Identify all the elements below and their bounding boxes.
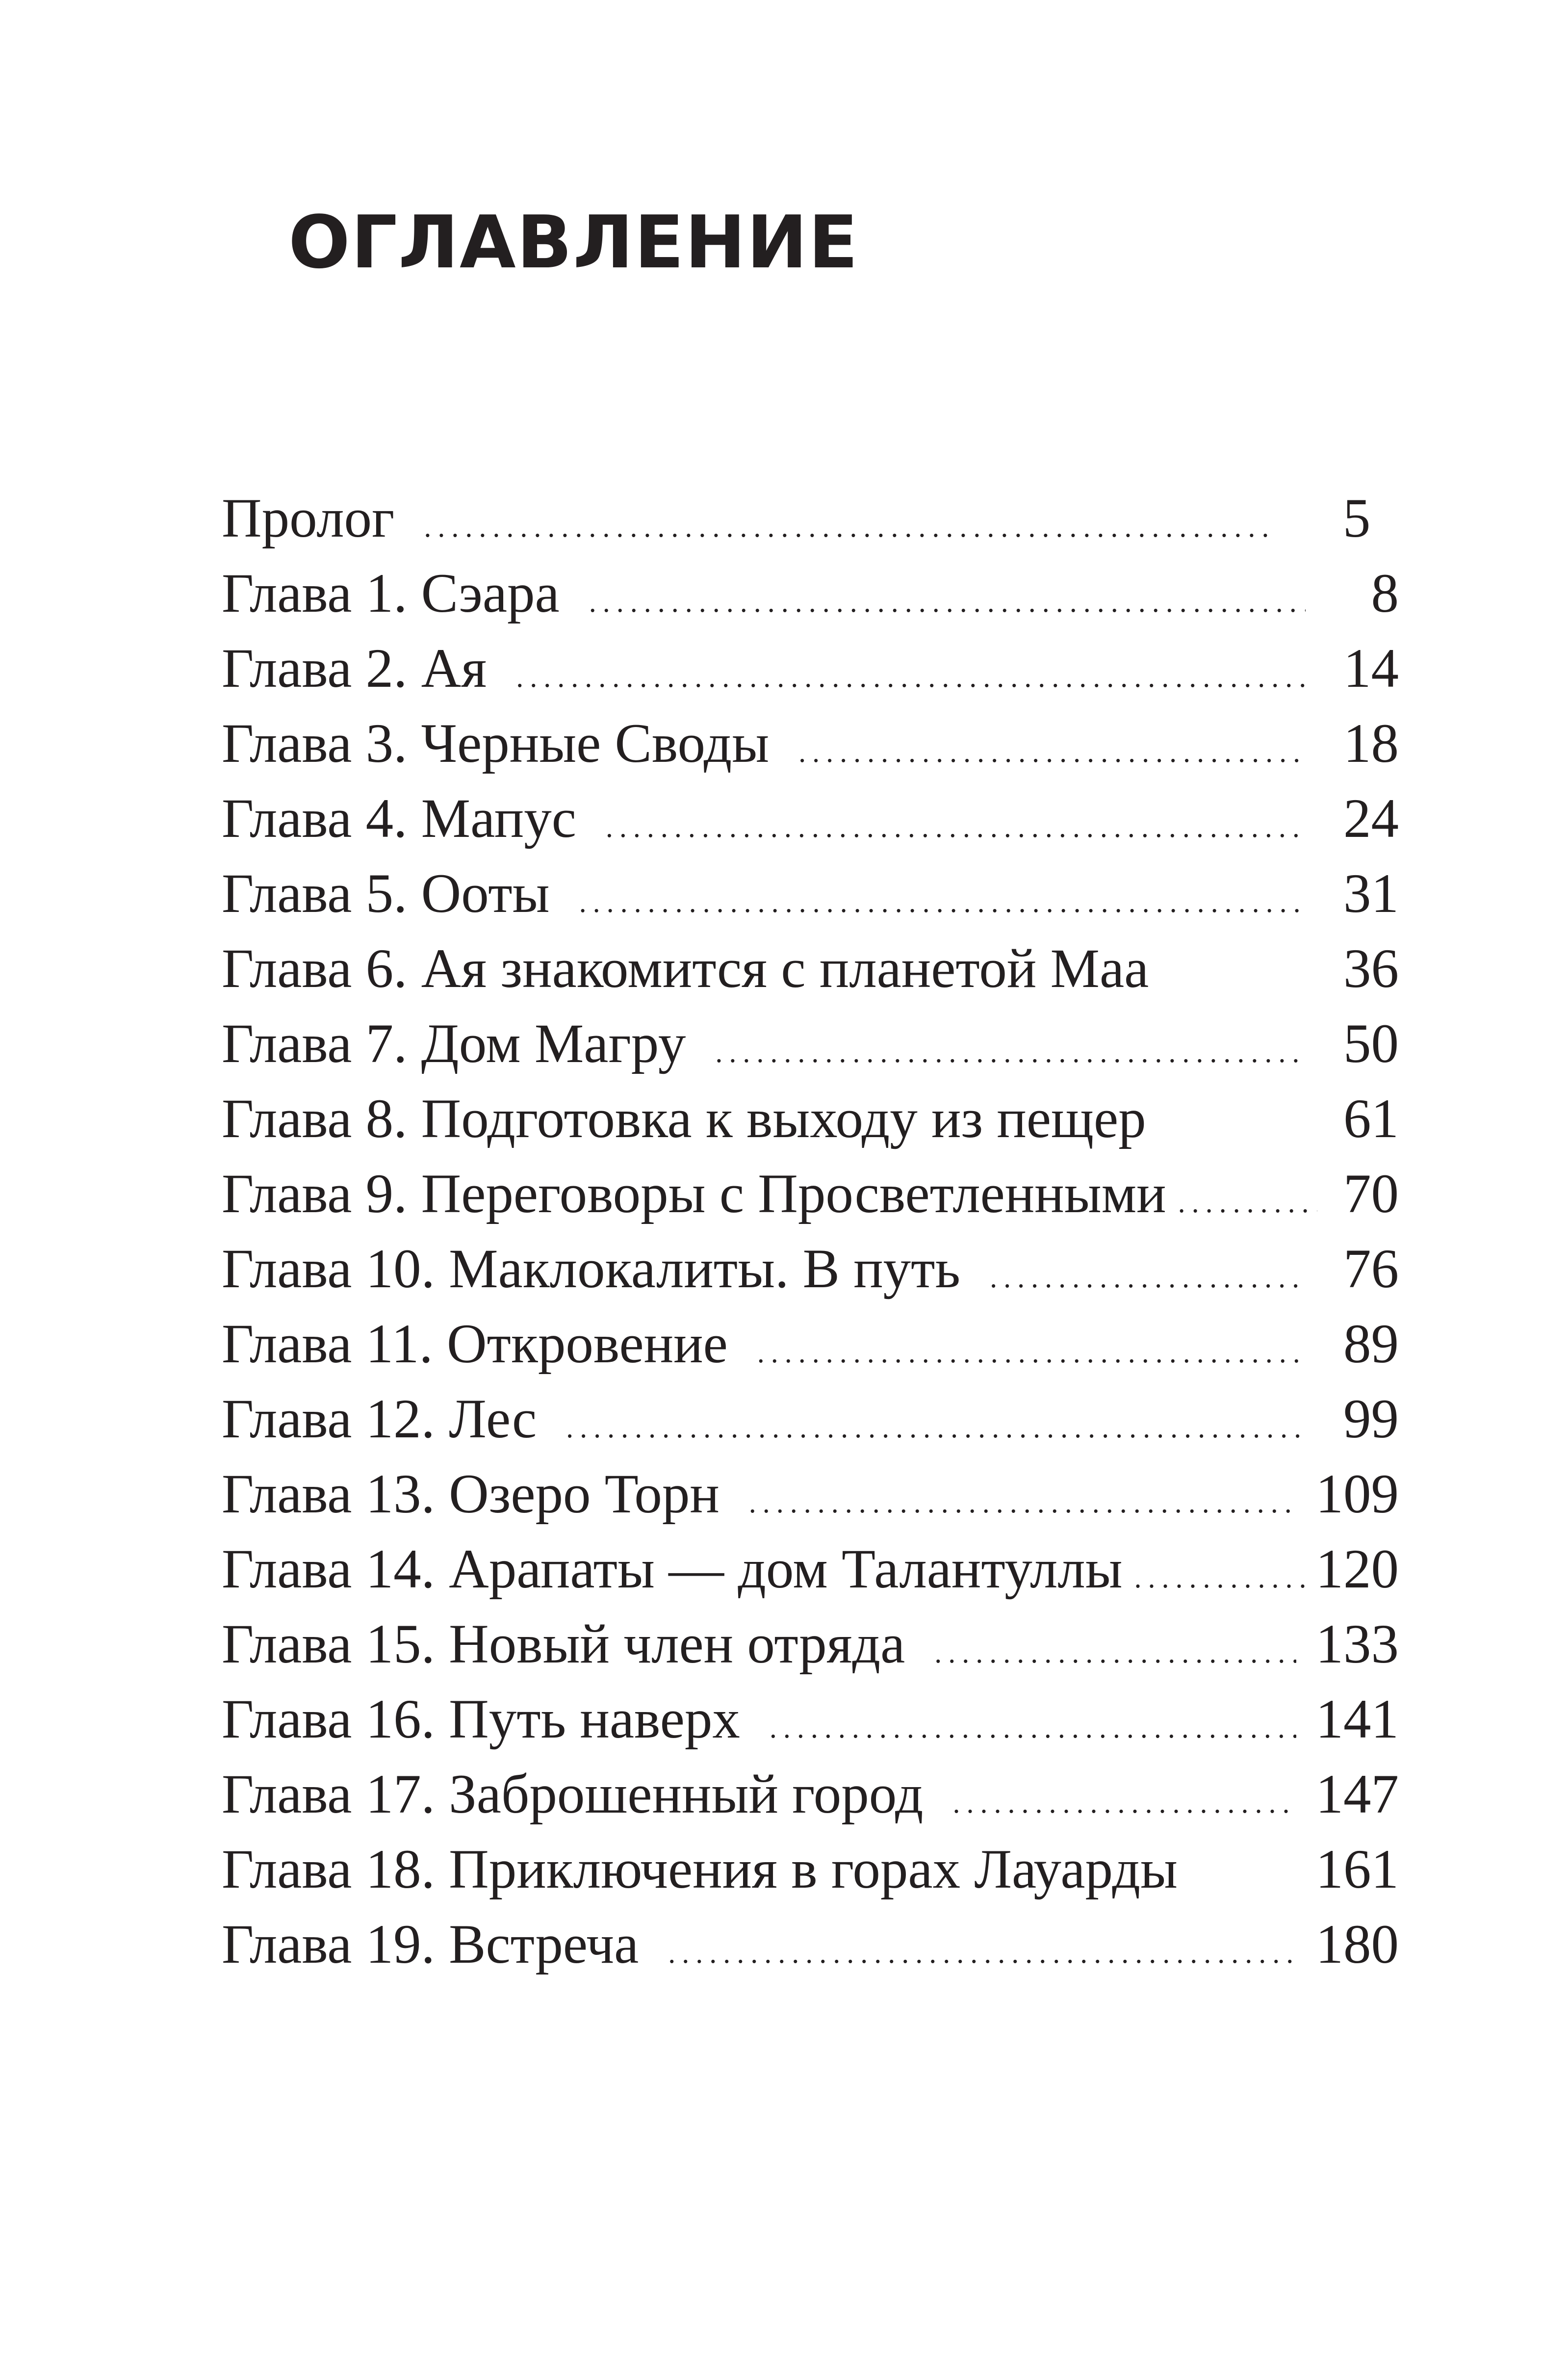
dot-leader bbox=[952, 1766, 1296, 1841]
toc-entry-page-number: 36 bbox=[1343, 938, 1399, 999]
toc-entry-page-number: 76 bbox=[1343, 1238, 1399, 1299]
toc-entry-page-number: 70 bbox=[1343, 1163, 1399, 1224]
dot-leader bbox=[749, 1465, 1296, 1540]
toc-entry-page-number: 89 bbox=[1343, 1313, 1399, 1375]
toc-entry-label: Глава 16. Путь наверх bbox=[222, 1689, 740, 1750]
dot-leader bbox=[715, 1015, 1306, 1090]
toc-entry bbox=[222, 1156, 1399, 1231]
toc-entry-label: Глава 7. Дом Магру bbox=[222, 1013, 686, 1074]
toc-entry-page-number: 109 bbox=[1315, 1463, 1399, 1525]
toc-entry-page-number: 50 bbox=[1343, 1013, 1399, 1074]
page-title: ОГЛАВЛЕНИЕ bbox=[288, 200, 859, 285]
toc-entry bbox=[222, 1306, 1399, 1381]
dot-leader bbox=[579, 865, 1306, 940]
toc-entry-label: Глава 9. Переговоры с Просветленными bbox=[222, 1163, 1166, 1224]
toc-entry-label: Глава 19. Встреча bbox=[222, 1914, 639, 1975]
toc-entry bbox=[222, 781, 1399, 856]
toc-entry bbox=[222, 1381, 1399, 1456]
dot-leader bbox=[516, 640, 1306, 715]
toc-entry bbox=[222, 1231, 1399, 1306]
toc-entry-page-number: 133 bbox=[1315, 1613, 1399, 1675]
toc-entry-page-number: 14 bbox=[1343, 638, 1399, 699]
toc-entry bbox=[222, 1757, 1399, 1832]
toc-entry-label: Глава 3. Черные Своды bbox=[222, 713, 770, 774]
toc-entry bbox=[222, 1682, 1399, 1757]
toc-entry-label: Глава 1. Сэара bbox=[222, 563, 560, 624]
toc-entry bbox=[222, 631, 1399, 706]
toc-entry-label: Глава 5. Ооты bbox=[222, 863, 550, 924]
toc-entry bbox=[222, 1607, 1399, 1682]
toc-entry-label: Глава 6. Ая знакомится с планетой Маа bbox=[222, 938, 1149, 999]
dot-leader bbox=[770, 1690, 1296, 1766]
toc-entry-page-number: 141 bbox=[1315, 1689, 1399, 1750]
toc-entry-page-number: 99 bbox=[1343, 1388, 1399, 1450]
dot-leader bbox=[990, 1240, 1306, 1315]
toc-entry bbox=[222, 856, 1399, 931]
toc-entry-label: Глава 13. Озеро Торн bbox=[222, 1463, 720, 1525]
dot-leader bbox=[757, 1315, 1306, 1390]
toc-entry-label: Глава 17. Заброшенный город bbox=[222, 1764, 924, 1825]
toc-entry-label: Глава 12. Лес bbox=[222, 1388, 537, 1450]
toc-entry-label: Глава 8. Подготовка к выходу из пещер bbox=[222, 1088, 1146, 1149]
table-of-contents bbox=[222, 481, 1399, 1982]
toc-entry-page-number: 24 bbox=[1343, 788, 1399, 849]
toc-entry bbox=[222, 931, 1399, 1006]
toc-entry bbox=[222, 1006, 1399, 1081]
dot-leader bbox=[934, 1615, 1296, 1690]
toc-entry-label: Глава 4. Мапус bbox=[222, 788, 576, 849]
toc-entry-label: Глава 14. Арапаты — дом Талантуллы bbox=[222, 1538, 1123, 1600]
toc-entry bbox=[222, 1832, 1399, 1907]
toc-entry-label: Глава 2. Ая bbox=[222, 638, 487, 699]
dot-leader bbox=[1178, 1165, 1317, 1240]
toc-entry-page-number: 147 bbox=[1315, 1764, 1399, 1825]
toc-entry-label: Глава 15. Новый член отряда bbox=[222, 1613, 905, 1675]
toc-entry-page-number: 161 bbox=[1315, 1839, 1399, 1900]
toc-entry-label: Глава 11. Откровение bbox=[222, 1313, 728, 1375]
toc-entry-label: Глава 18. Приключения в горах Лауарды bbox=[222, 1839, 1178, 1900]
toc-entry bbox=[222, 556, 1399, 631]
dot-leader bbox=[589, 565, 1306, 640]
toc-entry bbox=[222, 481, 1399, 556]
toc-entry-page-number: 18 bbox=[1343, 713, 1399, 774]
toc-entry-page-number: 5 bbox=[1342, 488, 1371, 549]
dot-leader bbox=[668, 1916, 1296, 1991]
toc-entry-page-number: 8 bbox=[1371, 563, 1399, 624]
toc-entry-page-number: 31 bbox=[1343, 863, 1399, 924]
toc-entry-label: Глава 10. Маклокалиты. В путь bbox=[222, 1238, 961, 1299]
toc-entry bbox=[222, 1907, 1399, 1982]
toc-entry bbox=[222, 1081, 1399, 1156]
dot-leader bbox=[566, 1390, 1306, 1465]
dot-leader bbox=[798, 715, 1306, 790]
toc-entry bbox=[222, 706, 1399, 781]
toc-entry bbox=[222, 1532, 1399, 1607]
dot-leader bbox=[606, 790, 1306, 865]
toc-entry-page-number: 120 bbox=[1315, 1538, 1399, 1600]
dot-leader bbox=[424, 490, 1277, 565]
toc-entry-page-number: 180 bbox=[1315, 1914, 1399, 1975]
dot-leader bbox=[1134, 1540, 1308, 1615]
toc-entry-label: Пролог bbox=[222, 488, 395, 549]
toc-entry-page-number: 61 bbox=[1343, 1088, 1399, 1149]
toc-entry bbox=[222, 1456, 1399, 1532]
